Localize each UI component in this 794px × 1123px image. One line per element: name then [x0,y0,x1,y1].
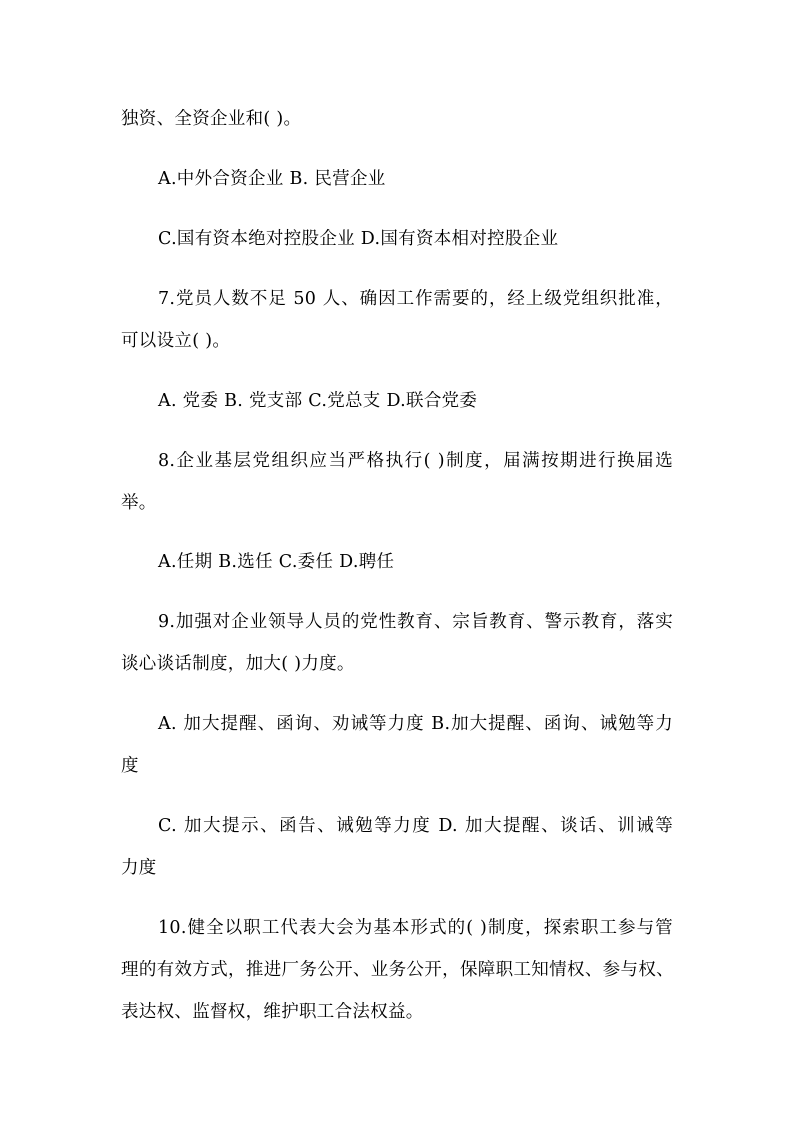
text-line-q7-stem: 7.党员人数不足 50 人、确因工作需要的，经上级党组织批准， [158,289,673,309]
text-line-q8-stem-continuation: 举。 [121,493,157,513]
text-line-q10-stem: 10.健全以职工代表大会为基本形式的( )制度，探索职工参与管 [158,918,673,938]
text-line-q9-options-ab-continuation: 度 [121,756,139,776]
text-line-q6-options-cd: C.国有资本绝对控股企业 D.国有资本相对控股企业 [158,229,559,249]
text-line-q6-continuation: 独资、全资企业和( )。 [121,109,302,129]
text-line-q9-options-cd-continuation: 力度 [121,858,157,878]
text-line-q7-options: A. 党委 B. 党支部 C.党总支 D.联合党委 [158,391,478,411]
text-line-q9-stem: 9.加强对企业领导人员的党性教育、宗旨教育、警示教育，落实 [158,612,673,632]
text-line-q9-stem-continuation: 谈心谈话制度，加大( )力度。 [121,654,355,674]
text-line-q7-stem-continuation: 可以设立( )。 [121,331,231,351]
text-line-q6-options-ab: A.中外合资企业 B. 民营企业 [158,169,386,189]
text-line-q9-options-cd: C. 加大提示、函告、诫勉等力度 D. 加大提醒、谈话、训诫等 [158,816,673,836]
text-line-q9-options-ab: A. 加大提醒、函询、劝诫等力度 B.加大提醒、函询、诫勉等力 [158,714,673,734]
text-line-q10-stem-continuation-1: 理的有效方式，推进厂务公开、业务公开，保障职工知情权、参与权、 [121,960,674,980]
text-line-q8-stem: 8.企业基层党组织应当严格执行( )制度，届满按期进行换届选 [158,451,673,471]
text-line-q8-options: A.任期 B.选任 C.委任 D.聘任 [158,552,395,572]
text-line-q10-stem-continuation-2: 表达权、监督权，维护职工合法权益。 [121,1002,424,1022]
